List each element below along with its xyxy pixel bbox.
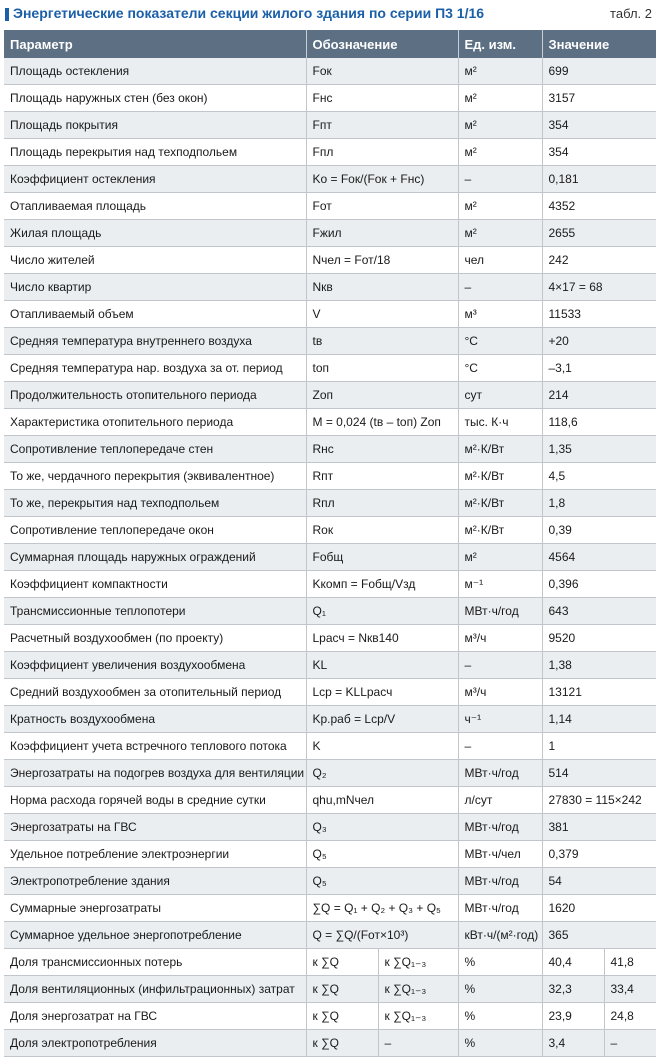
value-cell: 4352	[542, 193, 656, 220]
unit-cell: °С	[458, 328, 542, 355]
designation-cell: Lрасч = Nкв140	[306, 625, 458, 652]
param-cell: Площадь остекления	[4, 58, 306, 85]
param-cell: Суммарные энергозатраты	[4, 895, 306, 922]
unit-cell: м³	[458, 301, 542, 328]
table-row	[4, 706, 656, 733]
table-row	[4, 274, 656, 301]
designation-cell	[306, 1030, 458, 1057]
designation-cell: qhu,mNчел	[306, 787, 458, 814]
value-cell: 13121	[542, 679, 656, 706]
designation-cell: KL	[306, 652, 458, 679]
value-cell: 9520	[542, 625, 656, 652]
value-cell: 514	[542, 760, 656, 787]
unit-cell: МВт·ч/год	[458, 598, 542, 625]
table-row	[4, 814, 656, 841]
value-cell: 3157	[542, 85, 656, 112]
designation-cell: Fобщ	[306, 544, 458, 571]
value-cell: 4564	[542, 544, 656, 571]
designation-part-a: к ∑Q	[307, 976, 379, 1002]
unit-cell: ч⁻¹	[458, 706, 542, 733]
param-cell: Доля вентиляционных (инфильтрационных) затрат	[4, 976, 306, 1003]
designation-cell: Ko = Fок/(Fок + Fнс)	[306, 166, 458, 193]
value-cell: 1	[542, 733, 656, 760]
value-cell: 643	[542, 598, 656, 625]
value-cell: 381	[542, 814, 656, 841]
designation-cell: Q₃	[306, 814, 458, 841]
designation-cell: Q₅	[306, 841, 458, 868]
param-cell: Число квартир	[4, 274, 306, 301]
param-cell: Средняя температура нар. воздуха за от. период	[4, 355, 306, 382]
designation-part-a: к ∑Q	[307, 949, 379, 975]
param-cell: Сопротивление теплопередаче окон	[4, 517, 306, 544]
param-cell: То же, чердачного перекрытия (эквивалентное)	[4, 463, 306, 490]
table-number: табл. 2	[610, 6, 652, 21]
header-designation: Обозначение	[306, 30, 458, 58]
energy-indicators-table	[4, 30, 656, 1057]
value-part-a: 23,9	[543, 1003, 605, 1029]
designation-cell: Rпт	[306, 463, 458, 490]
designation-cell: Rпл	[306, 490, 458, 517]
param-cell: Коэффициент учета встречного теплового потока	[4, 733, 306, 760]
param-cell: Площадь наружных стен (без окон)	[4, 85, 306, 112]
designation-cell: Fнс	[306, 85, 458, 112]
unit-cell: %	[458, 976, 542, 1003]
value-cell: 1,8	[542, 490, 656, 517]
value-cell	[542, 1030, 656, 1057]
table-row	[4, 598, 656, 625]
table-row	[4, 301, 656, 328]
unit-cell: –	[458, 652, 542, 679]
unit-cell: %	[458, 949, 542, 976]
value-cell: 27830 = 115×242	[542, 787, 656, 814]
param-cell: Сопротивление теплопередаче стен	[4, 436, 306, 463]
param-cell: Суммарная площадь наружных ограждений	[4, 544, 306, 571]
unit-cell: сут	[458, 382, 542, 409]
param-cell: Продолжительность отопительного периода	[4, 382, 306, 409]
value-cell	[542, 976, 656, 1003]
unit-cell: м³/ч	[458, 625, 542, 652]
value-cell: 54	[542, 868, 656, 895]
unit-cell: %	[458, 1003, 542, 1030]
param-cell: То же, перекрытия над техподпольем	[4, 490, 306, 517]
table-row	[4, 895, 656, 922]
designation-cell	[306, 1003, 458, 1030]
param-cell: Удельное потребление электроэнергии	[4, 841, 306, 868]
value-cell	[542, 1003, 656, 1030]
table-row	[4, 733, 656, 760]
title-marker	[5, 8, 9, 21]
table-row	[4, 490, 656, 517]
value-cell: 118,6	[542, 409, 656, 436]
unit-cell: МВт·ч/год	[458, 868, 542, 895]
header-unit: Ед. изм.	[458, 30, 542, 58]
unit-cell: м²·К/Вт	[458, 463, 542, 490]
designation-cell: Kкомп = Fобщ/Vзд	[306, 571, 458, 598]
designation-cell: Fок	[306, 58, 458, 85]
table-row	[4, 868, 656, 895]
unit-cell: МВт·ч/чел	[458, 841, 542, 868]
table-row	[4, 679, 656, 706]
designation-cell: Fот	[306, 193, 458, 220]
param-cell: Доля электропотребления	[4, 1030, 306, 1057]
value-cell: 0,379	[542, 841, 656, 868]
unit-cell: кВт·ч/(м²·год)	[458, 922, 542, 949]
table-row	[4, 436, 656, 463]
value-cell	[542, 949, 656, 976]
table-row	[4, 112, 656, 139]
param-cell: Число жителей	[4, 247, 306, 274]
designation-cell: Fпт	[306, 112, 458, 139]
unit-cell: –	[458, 274, 542, 301]
unit-cell: м²	[458, 58, 542, 85]
table-row	[4, 463, 656, 490]
table-row	[4, 922, 656, 949]
unit-cell: м²·К/Вт	[458, 490, 542, 517]
unit-cell: МВт·ч/год	[458, 760, 542, 787]
value-cell: 11533	[542, 301, 656, 328]
unit-cell: МВт·ч/год	[458, 814, 542, 841]
param-cell: Расчетный воздухообмен (по проекту)	[4, 625, 306, 652]
designation-cell: ∑Q = Q₁ + Q₂ + Q₃ + Q₅	[306, 895, 458, 922]
designation-cell: K	[306, 733, 458, 760]
param-cell: Средний воздухообмен за отопительный период	[4, 679, 306, 706]
table-row	[4, 409, 656, 436]
param-cell: Доля трансмиссионных потерь	[4, 949, 306, 976]
designation-cell: Q₂	[306, 760, 458, 787]
value-cell: 1,14	[542, 706, 656, 733]
param-cell: Площадь перекрытия над техподпольем	[4, 139, 306, 166]
unit-cell: м²	[458, 112, 542, 139]
value-cell: 0,396	[542, 571, 656, 598]
param-cell: Энергозатраты на подогрев воздуха для вентиляции	[4, 760, 306, 787]
value-part-b: –	[610, 1036, 618, 1050]
param-cell: Трансмиссионные теплопотери	[4, 598, 306, 625]
designation-part-b: к ∑Q₁₋₃	[384, 1009, 427, 1023]
unit-cell: м²·К/Вт	[458, 517, 542, 544]
table-row	[4, 193, 656, 220]
value-part-a: 32,3	[543, 976, 605, 1002]
unit-cell: м²	[458, 139, 542, 166]
value-cell: 365	[542, 922, 656, 949]
param-cell: Характеристика отопительного периода	[4, 409, 306, 436]
value-part-a: 3,4	[543, 1030, 605, 1056]
designation-part-a: к ∑Q	[307, 1003, 379, 1029]
designation-cell: tв	[306, 328, 458, 355]
unit-cell: м²	[458, 220, 542, 247]
value-cell: –3,1	[542, 355, 656, 382]
table-row	[4, 58, 656, 85]
param-cell: Отапливаемая площадь	[4, 193, 306, 220]
designation-cell: Fпл	[306, 139, 458, 166]
designation-cell: Zоп	[306, 382, 458, 409]
table-row	[4, 247, 656, 274]
param-cell: Коэффициент компактности	[4, 571, 306, 598]
table-row	[4, 328, 656, 355]
unit-cell: –	[458, 166, 542, 193]
value-cell: 1620	[542, 895, 656, 922]
value-cell: 242	[542, 247, 656, 274]
table-row	[4, 1030, 656, 1057]
designation-cell: Kр.раб = Lср/V	[306, 706, 458, 733]
unit-cell: м²	[458, 85, 542, 112]
value-cell: 1,35	[542, 436, 656, 463]
designation-cell: Nкв	[306, 274, 458, 301]
designation-cell: Nчел = Fот/18	[306, 247, 458, 274]
param-cell: Электропотребление здания	[4, 868, 306, 895]
unit-cell: м²	[458, 544, 542, 571]
value-cell: 4×17 = 68	[542, 274, 656, 301]
designation-cell: Q₁	[306, 598, 458, 625]
table-row	[4, 760, 656, 787]
designation-cell: Lср = KLLрасч	[306, 679, 458, 706]
param-cell: Коэффициент остекления	[4, 166, 306, 193]
table-row	[4, 652, 656, 679]
unit-cell: МВт·ч/год	[458, 895, 542, 922]
param-cell: Энергозатраты на ГВС	[4, 814, 306, 841]
designation-cell	[306, 976, 458, 1003]
value-cell: 354	[542, 112, 656, 139]
value-part-b: 41,8	[610, 955, 634, 969]
table-row	[4, 517, 656, 544]
designation-cell: Rнс	[306, 436, 458, 463]
param-cell: Коэффициент увеличения воздухообмена	[4, 652, 306, 679]
table-row	[4, 787, 656, 814]
unit-cell: тыс. К·ч	[458, 409, 542, 436]
table-row	[4, 949, 656, 976]
table-row	[4, 571, 656, 598]
value-cell: 214	[542, 382, 656, 409]
unit-cell: –	[458, 733, 542, 760]
unit-cell: %	[458, 1030, 542, 1057]
designation-part-a: к ∑Q	[307, 1030, 379, 1056]
unit-cell: м⁻¹	[458, 571, 542, 598]
value-cell: +20	[542, 328, 656, 355]
param-cell: Средняя температура внутреннего воздуха	[4, 328, 306, 355]
unit-cell: л/сут	[458, 787, 542, 814]
value-cell: 699	[542, 58, 656, 85]
unit-cell: м²·К/Вт	[458, 436, 542, 463]
designation-part-b: –	[384, 1036, 392, 1050]
value-part-b: 24,8	[610, 1009, 634, 1023]
header-param: Параметр	[4, 30, 306, 58]
table-row	[4, 139, 656, 166]
value-cell: 0,181	[542, 166, 656, 193]
table-body	[4, 58, 656, 1057]
unit-cell: м²	[458, 193, 542, 220]
designation-cell: V	[306, 301, 458, 328]
table-row	[4, 1003, 656, 1030]
designation-part-b: к ∑Q₁₋₃	[384, 955, 427, 969]
table-header-row	[4, 30, 656, 58]
param-cell: Кратность воздухообмена	[4, 706, 306, 733]
designation-cell: M = 0,024 (tв – tоп) Zоп	[306, 409, 458, 436]
table-row	[4, 166, 656, 193]
designation-cell: Q = ∑Q/(Fот×10³)	[306, 922, 458, 949]
header-value: Значение	[542, 30, 656, 58]
unit-cell: °С	[458, 355, 542, 382]
value-part-b: 33,4	[610, 982, 634, 996]
table-row	[4, 976, 656, 1003]
designation-cell: Fжил	[306, 220, 458, 247]
designation-cell: Rок	[306, 517, 458, 544]
designation-cell: tоп	[306, 355, 458, 382]
value-cell: 354	[542, 139, 656, 166]
designation-part-b: к ∑Q₁₋₃	[384, 982, 427, 996]
unit-cell: м³/ч	[458, 679, 542, 706]
param-cell: Жилая площадь	[4, 220, 306, 247]
table-row	[4, 544, 656, 571]
table-title-bar	[0, 0, 660, 30]
param-cell: Суммарное удельное энергопотребление	[4, 922, 306, 949]
designation-cell	[306, 949, 458, 976]
param-cell: Доля энергозатрат на ГВС	[4, 1003, 306, 1030]
table-row	[4, 382, 656, 409]
table-row	[4, 625, 656, 652]
unit-cell: чел	[458, 247, 542, 274]
value-cell: 0,39	[542, 517, 656, 544]
table-row	[4, 355, 656, 382]
value-cell: 4,5	[542, 463, 656, 490]
value-part-a: 40,4	[543, 949, 605, 975]
param-cell: Норма расхода горячей воды в средние сутки	[4, 787, 306, 814]
value-cell: 2655	[542, 220, 656, 247]
designation-cell: Q₅	[306, 868, 458, 895]
value-cell: 1,38	[542, 652, 656, 679]
table-row	[4, 841, 656, 868]
table-row	[4, 85, 656, 112]
table-title: Энергетические показатели секции жилого здания по серии П3 1/16	[13, 5, 485, 21]
table-row	[4, 220, 656, 247]
param-cell: Площадь покрытия	[4, 112, 306, 139]
param-cell: Отапливаемый объем	[4, 301, 306, 328]
